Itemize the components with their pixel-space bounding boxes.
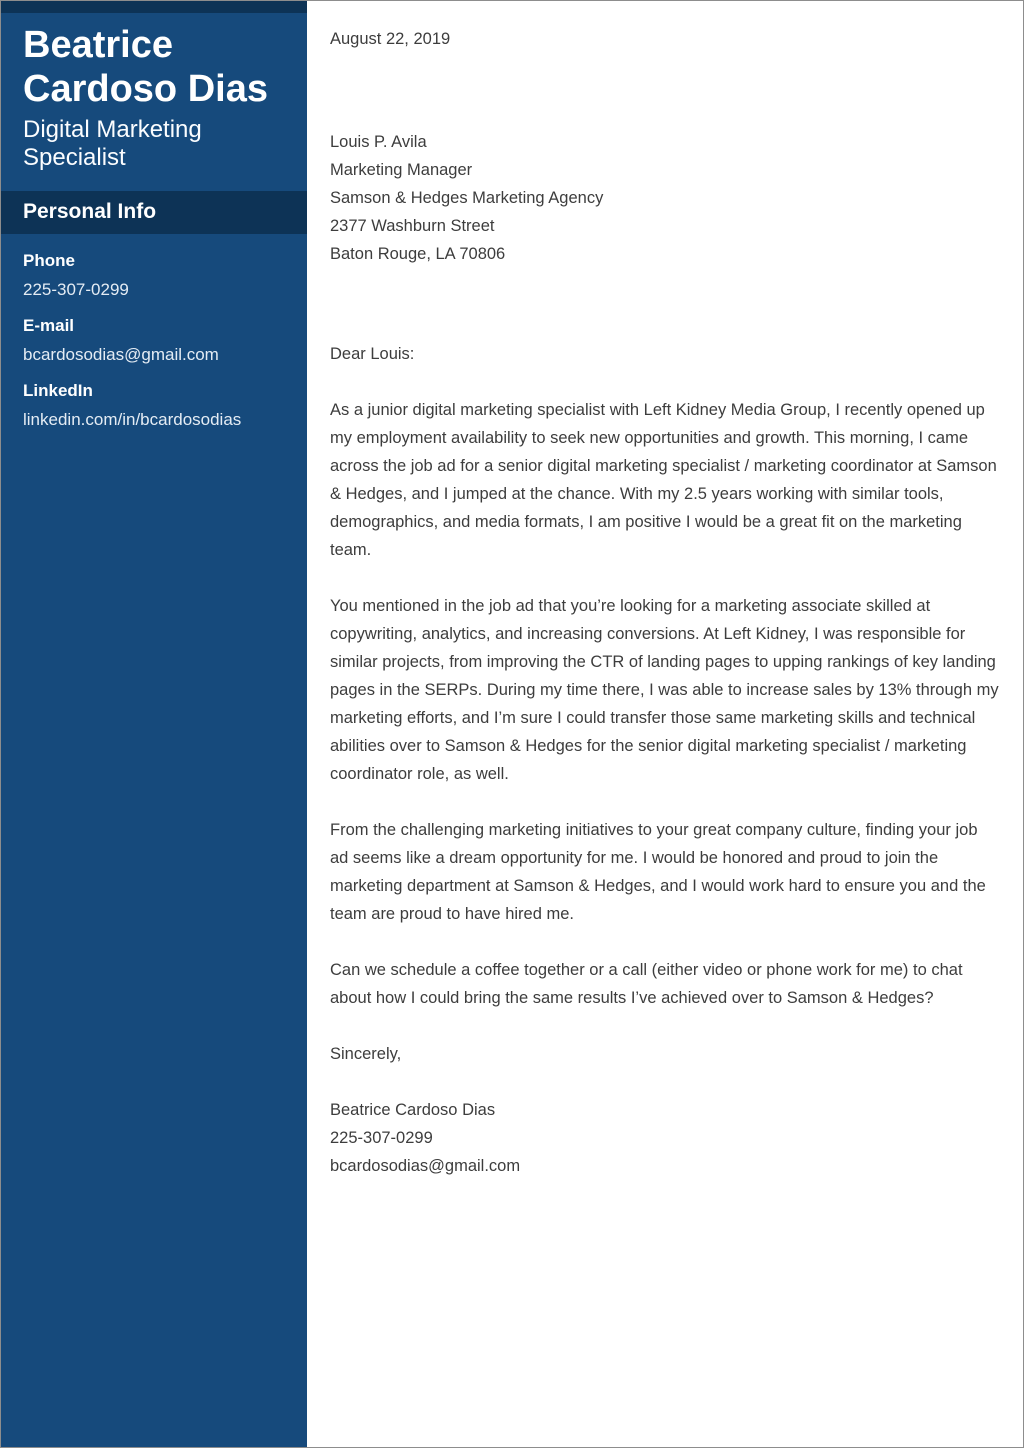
letter-date: August 22, 2019 bbox=[330, 30, 451, 48]
recipient-company: Samson & Hedges Marketing Agency bbox=[330, 189, 604, 207]
contact-field-linkedin bbox=[23, 381, 285, 430]
sidebar-top-strip bbox=[1, 1, 307, 13]
salutation: Dear Louis: bbox=[330, 345, 415, 363]
personal-info-section-heading bbox=[1, 191, 307, 234]
signature-email: bcardosodias@gmail.com bbox=[330, 1157, 521, 1175]
email-label: E-mail bbox=[23, 316, 75, 335]
paragraph-intro: As a junior digital marketing specialist with Left Kidney Media Group, I recently opened up my employment availability to seek new opportunities and growth. This morning, I came across the job ad for a senior digital marketing specialist / marketing coordinator at Samson & Hedges, and I jumped at the chance. With my 2.5 years working with similar tools, demographics, and media formats, I am positive I would be a great fit on the marketing team. bbox=[330, 401, 997, 559]
contact-field-phone bbox=[23, 251, 285, 300]
candidate-job-title: Digital Marketing Specialist bbox=[23, 116, 202, 171]
recipient-block bbox=[330, 128, 999, 268]
paragraph-motivation: From the challenging marketing initiatives to your great company culture, finding your job ad seems like a dream opportunity for me. I would be honored and proud to join the marketing department at Samson & Hedges, and I would work hard to ensure you and the team are proud to have hired me. bbox=[330, 821, 986, 923]
closing: Sincerely, bbox=[330, 1045, 402, 1063]
phone-label: Phone bbox=[23, 251, 75, 270]
signature-block bbox=[330, 1096, 999, 1180]
recipient-name: Louis P. Avila bbox=[330, 133, 427, 151]
candidate-name: Beatrice Cardoso Dias bbox=[23, 24, 268, 110]
sidebar bbox=[1, 1, 307, 1447]
contact-field-email bbox=[23, 316, 285, 365]
linkedin-value: linkedin.com/in/bcardosodias bbox=[23, 410, 242, 429]
phone-value: 225-307-0299 bbox=[23, 280, 129, 299]
signature-phone: 225-307-0299 bbox=[330, 1129, 433, 1147]
sidebar-header bbox=[1, 13, 307, 172]
email-value: bcardosodias@gmail.com bbox=[23, 345, 219, 364]
recipient-role: Marketing Manager bbox=[330, 161, 473, 179]
recipient-city: Baton Rouge, LA 70806 bbox=[330, 245, 506, 263]
paragraph-skills: You mentioned in the job ad that you’re looking for a marketing associate skilled at copywriting, analytics, and increasing conversions. At Left Kidney, I was responsible for similar projects, from improving the CTR of landing pages to upping rankings of key landing pages in the SERPs. During my time there, I was able to increase sales by 13% through my marketing efforts, and I’m sure I could transfer those same marketing skills and technical abilities over to Samson & Hedges for the senior digital marketing specialist / marketing coordinator role, as well. bbox=[330, 597, 999, 783]
recipient-street: 2377 Washburn Street bbox=[330, 217, 495, 235]
paragraph-call-to-action: Can we schedule a coffee together or a call (either video or phone work for me) to chat about how I could bring the same results I’ve achieved over to Samson & Hedges? bbox=[330, 961, 963, 1007]
signature-name: Beatrice Cardoso Dias bbox=[330, 1101, 496, 1119]
contact-fields bbox=[1, 234, 307, 430]
linkedin-label: LinkedIn bbox=[23, 381, 93, 400]
letter-body bbox=[307, 1, 1023, 1447]
personal-info-heading-label: Personal Info bbox=[23, 200, 157, 223]
